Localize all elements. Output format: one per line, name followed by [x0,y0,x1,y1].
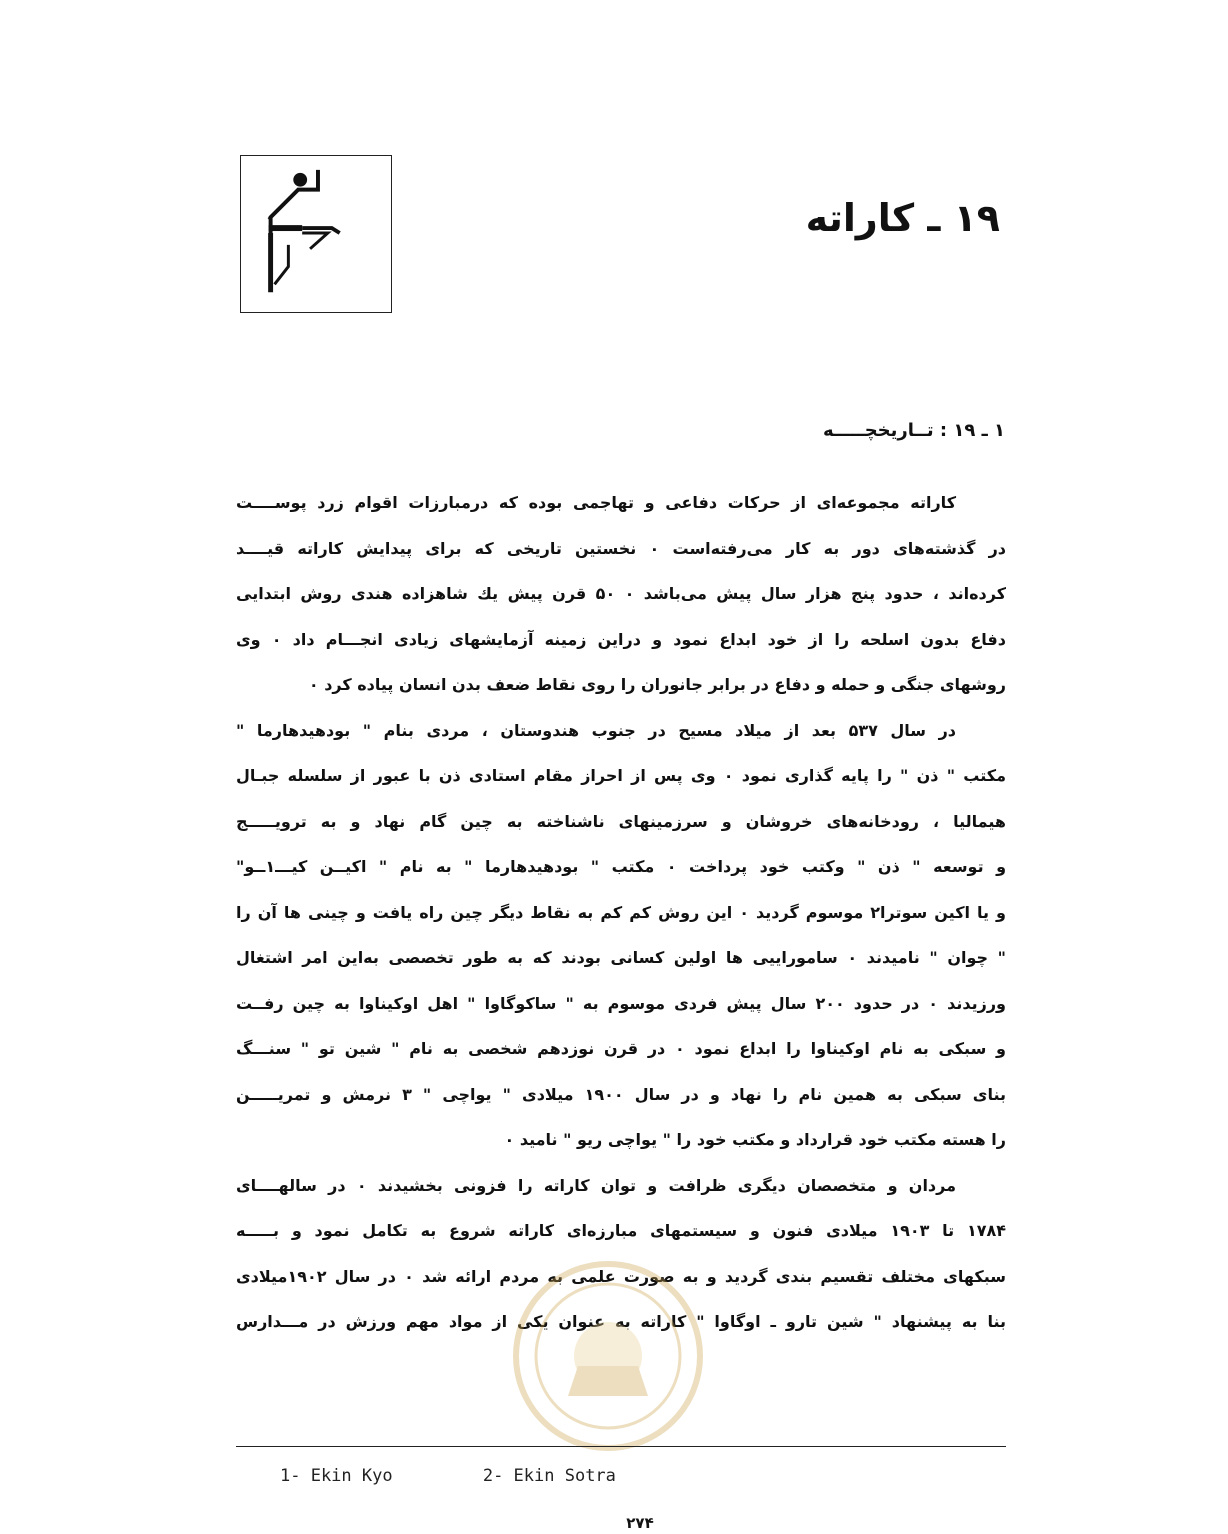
footnote-divider [236,1446,1006,1447]
body-line: بنای سبکی به همین نام را نهاد و در سال ۱۹۰۰ میلادی " یواچی " ۳ نرمش و تمریـــــن [236,1084,1006,1104]
body-line: ورزیدند ۰ در حدود ۲۰۰ سال پیش فردی موسوم به " ساکوگاوا " اهل اوکیناوا به چین رفــت [236,993,1006,1013]
body-line: را هسته مکتب خود قرارداد و مکتب خود را " یواچی ریو " نامید ۰ [504,1130,1006,1149]
body-line: سبکهای مختلف تقسیم بندی گردید و به صورت علمی به مردم ارائه شد ۰ در سال ۱۹۰۲میلادی [236,1266,1006,1286]
footnote-1: 1- Ekin Kyo [280,1466,393,1486]
body-line: مردان و متخصصان دیگری ظرافت و توان کاراته را فزونی بخشیدند ۰ در سالهــــای [236,1175,957,1195]
body-line: " چوان " نامیدند ۰ ساموراییی ها اولین کسانی بودند که به طور تخصصی به‌این امر اشتغال [236,948,1006,967]
body-line: و یا اکین سوترا۲ موسوم گردید ۰ این روش کم کم به نقاط دیگر چین راه یافت و چینی ها آن را [236,902,1006,922]
body-line: مکتب " ذن " را پایه گذاری نمود ۰ وی پس از احراز مقام استادی ذن با عبور از سلسله جبـال [236,766,1006,785]
karate-pictogram-icon [241,156,391,312]
body-line: در سال ۵۳۷ بعد از میلاد مسیح در جنوب هندوستان ، مردی بنام " بودهیدهارما " [236,720,957,740]
page-number: ۲۷۴ [626,1514,654,1532]
footnotes [280,1466,900,1486]
body-line: دفاع بدون اسلحه را از خود ابداع نمود و دراین زمینه آزمایشهای زیادی انجـــام داد ۰ وی [236,629,1006,649]
body-line: هیمالیا ، رودخانه‌های خروشان و سرزمینهای ناشناخته به چین گام نهاد و به ترویـــــج [236,811,1006,831]
body-line: و توسعه " ذن " وکتب خود پرداخت ۰ مکتب " بودهیدهارما " به نام " اکیــن کیـــ۱ــو" [236,857,1006,876]
chapter-title: ۱۹ ـ کاراته [805,196,1000,240]
body-line: کرده‌اند ، حدود پنج هزار سال پیش می‌باشد ۰ ۵۰ قرن پیش یك شاهزاده هندی روش ابتدایی [236,584,1006,603]
body-line: و سبکی به نام اوکیناوا را ابداع نمود ۰ در قرن نوزدهم شخصی به نام " شین تو " سنـــگ [236,1039,1006,1058]
body-line: در گذشته‌های دور به کار می‌رفته‌است ۰ نخستین تاریخی که برای پیدایش کاراته قیــــد [236,538,1006,558]
footnote-2: 2- Ekin Sotra [482,1466,616,1486]
body-line: ۱۷۸۴ تا ۱۹۰۳ میلادی فنون و سیستمهای مبارزه‌ای کاراته شروع به تکامل نمود و بـــــه [236,1221,1006,1240]
body-line: کاراته مجموعه‌ای از حرکات دفاعی و تهاجمی بوده که درمبارزات اقوام زرد پوســــت [236,493,956,512]
section-heading: ۱ ـ ۱۹ : تــاریخچـــــه [823,420,1005,441]
body-line: روشهای جنگی و حمله و دفاع در برابر جانوران را روی نقاط ضعف بدن انسان پیاده کرد ۰ [308,675,1006,694]
body-line: بنا به پیشنهاد " شین تارو ـ اوگاوا " کاراته به عنوان یکی از مواد مهم ورزش در مـــدارس [236,1312,1006,1331]
chapter-icon-box [240,155,392,313]
body-text [236,480,1006,1345]
